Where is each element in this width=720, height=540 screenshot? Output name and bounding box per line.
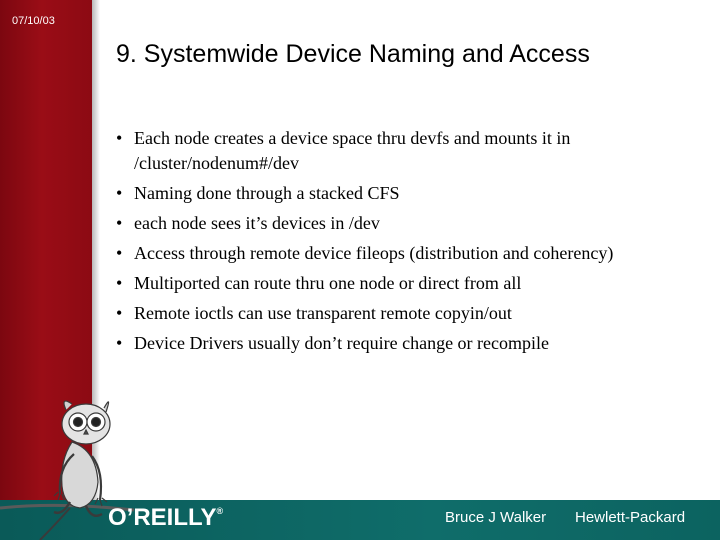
bullet-icon: • (116, 303, 123, 323)
bullet-item (116, 331, 676, 356)
bullet-text: each node sees it’s devices in /dev (134, 213, 380, 233)
bullet-text: Access through remote device fileops (distribution and coherency) (134, 243, 614, 263)
slide-title: 9. Systemwide Device Naming and Access (116, 40, 590, 68)
oreilly-logo (108, 504, 223, 532)
bullet-item (116, 241, 676, 266)
bullet-text: Each node creates a device space thru devfs and mounts it in /cluster/nodenum#/dev (134, 128, 571, 173)
bullet-item (116, 271, 676, 296)
slide-date: 07/10/03 (12, 15, 55, 27)
bullet-text: Remote ioctls can use transparent remote copyin/out (134, 303, 512, 323)
registered-mark: ® (216, 506, 224, 516)
footer-company: Hewlett-Packard (575, 509, 686, 526)
footer-author: Bruce J Walker (445, 509, 547, 526)
bullet-icon: • (116, 333, 123, 353)
bullet-icon: • (116, 243, 123, 263)
bullet-list (116, 126, 676, 361)
bullet-icon: • (116, 213, 123, 233)
bullet-text: Naming done through a stacked CFS (134, 183, 400, 203)
bullet-icon: • (116, 128, 123, 148)
bullet-icon: • (116, 273, 123, 293)
bullet-text: Device Drivers usually don’t require change or recompile (134, 333, 550, 353)
bullet-item (116, 126, 676, 176)
oreilly-logo-text: O’REILLY (108, 504, 217, 531)
bullet-icon: • (116, 183, 123, 203)
bullet-item (116, 211, 676, 236)
bullet-text: Multiported can route thru one node or direct from all (134, 273, 522, 293)
bullet-item (116, 301, 676, 326)
bullet-item (116, 181, 676, 206)
